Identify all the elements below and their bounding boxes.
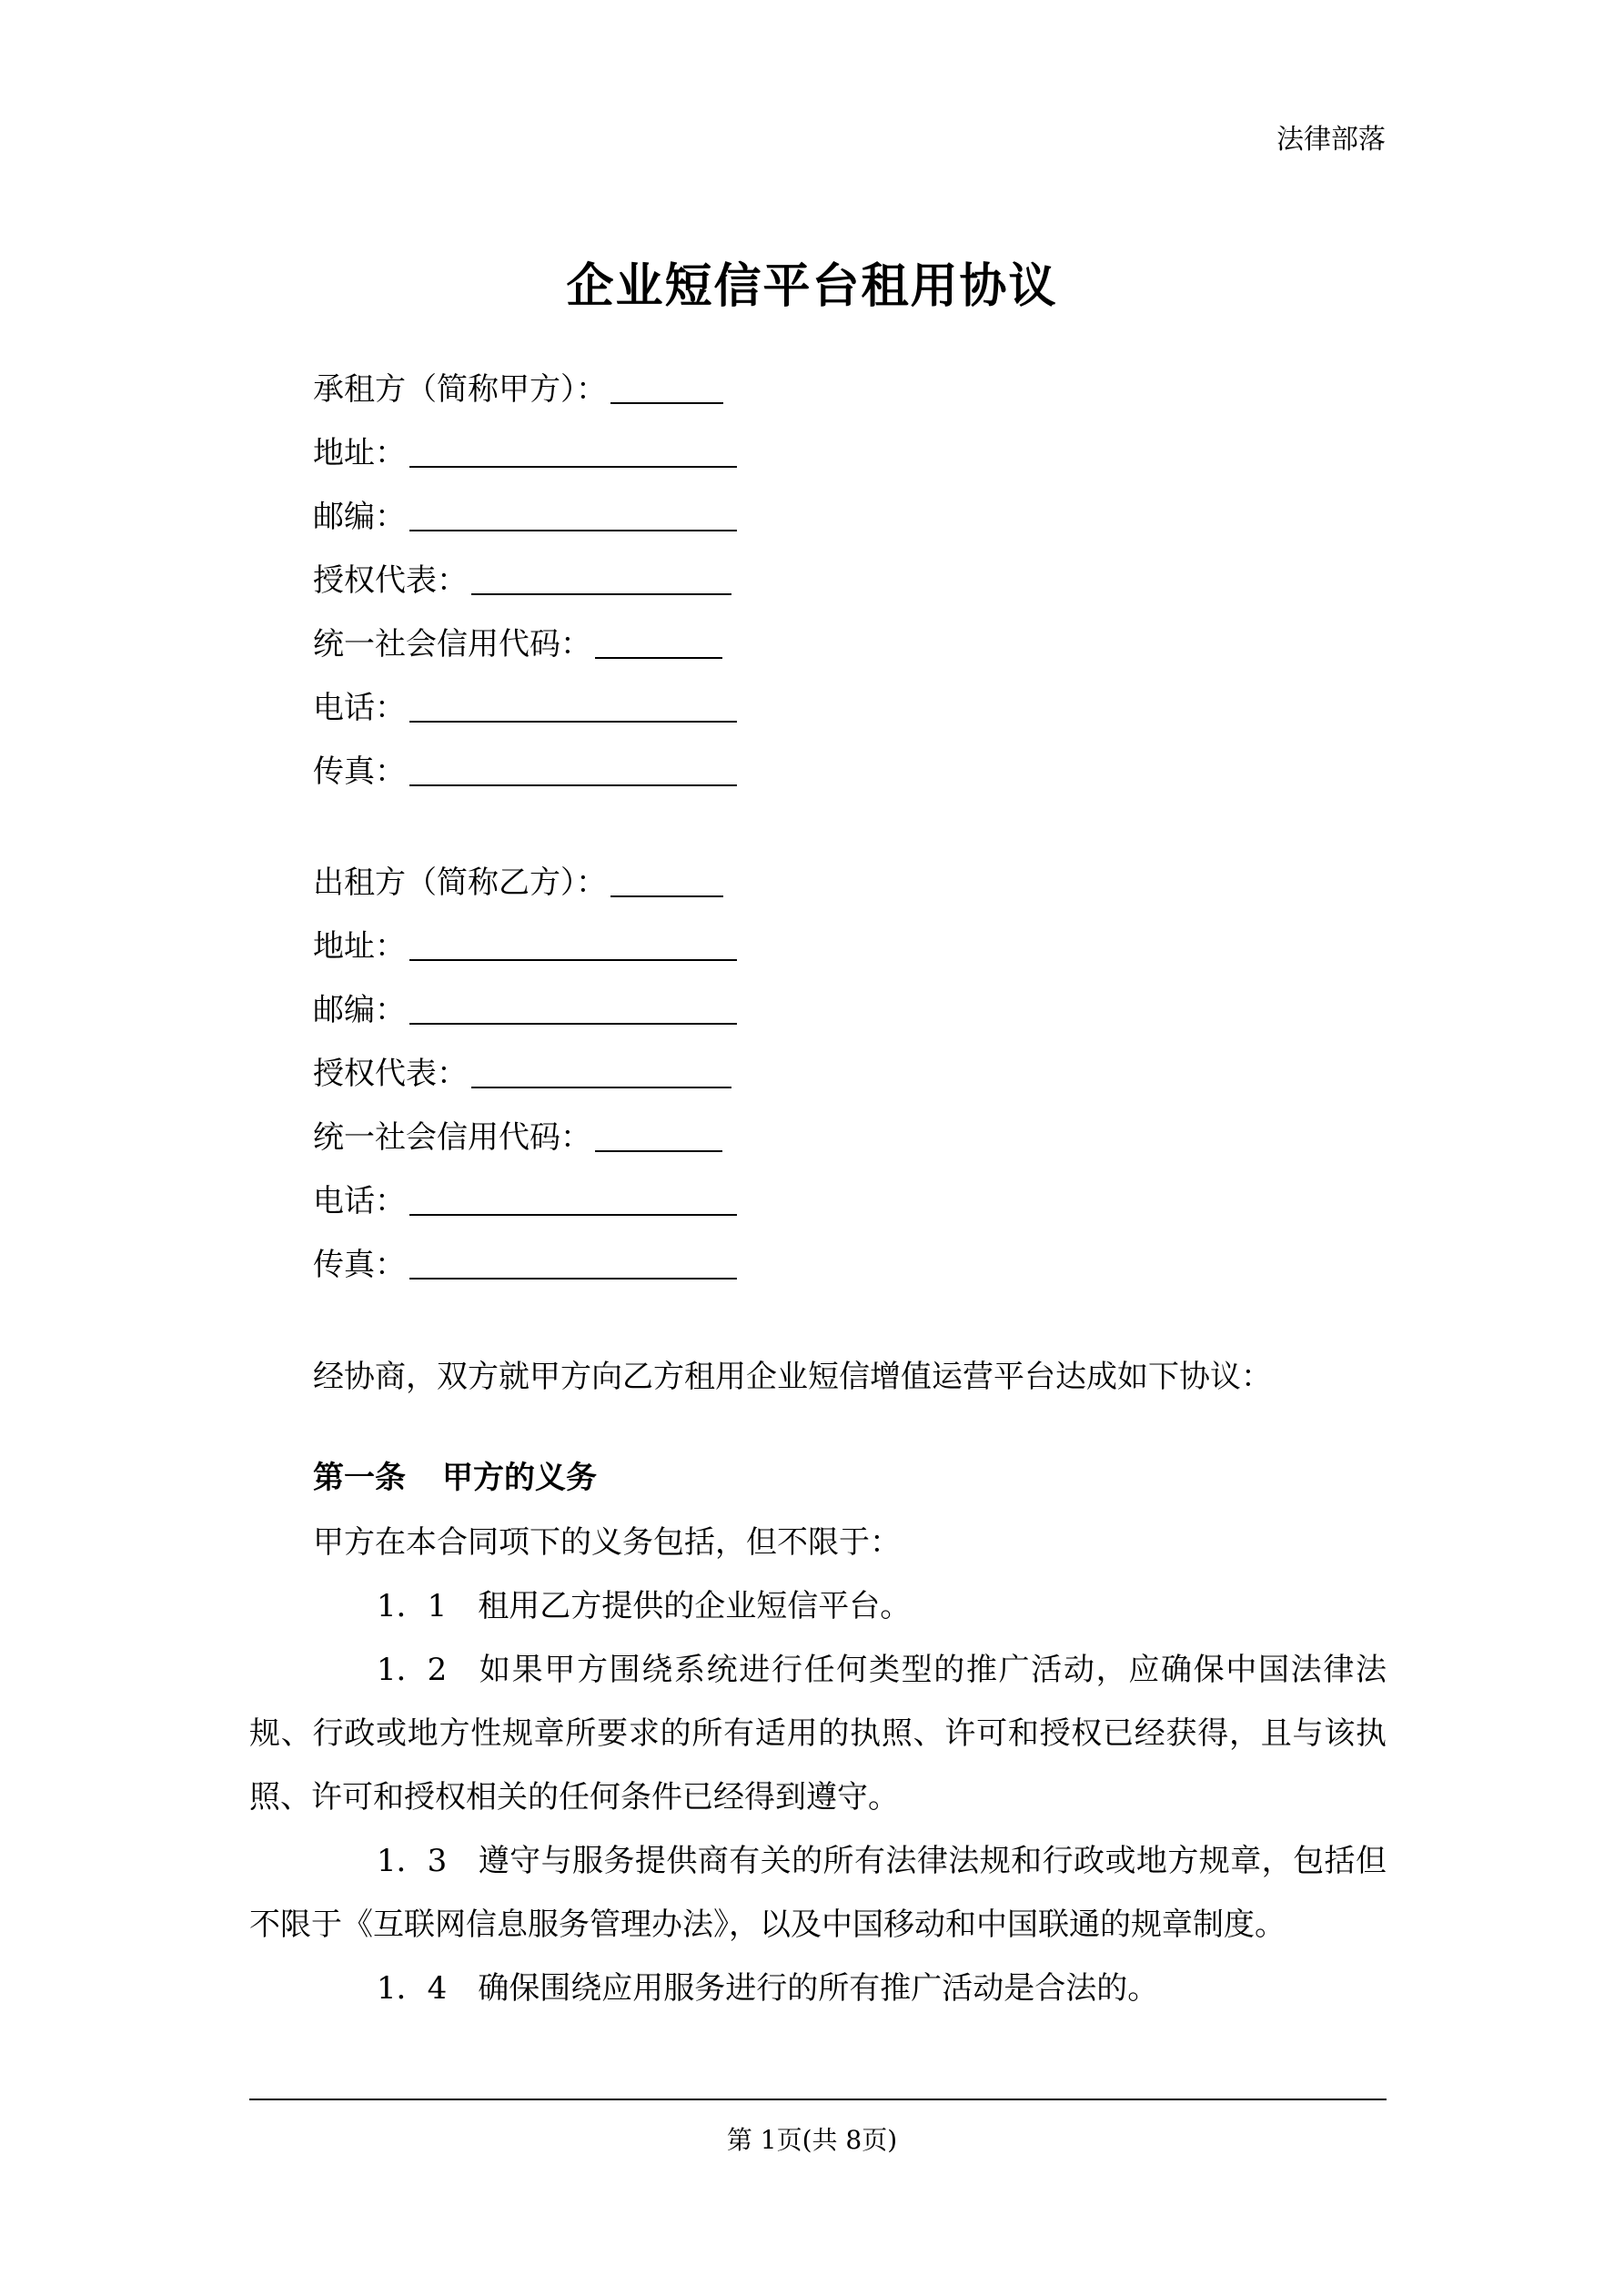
article-lead: 甲方在本合同项下的义务包括，但不限于： [313, 1524, 901, 1561]
field-label: 电话： [313, 1183, 406, 1219]
blank-line[interactable] [409, 1214, 737, 1216]
intro-paragraph: 经协商，双方就甲方向乙方租用企业短信增值运营平台达成如下协议： [313, 1359, 1272, 1395]
party-a-representative-field [313, 559, 731, 602]
party-b-phone-field [313, 1179, 737, 1223]
article-heading [313, 1456, 597, 1500]
field-label: 统一社会信用代码： [313, 1119, 591, 1156]
article-number: 第一条 [313, 1460, 406, 1496]
clause-number: 1．1 [377, 1588, 448, 1624]
field-label: 出租方（简称乙方）： [313, 865, 607, 901]
party-b-fax-field [313, 1243, 737, 1287]
party-b-lessor-field [313, 861, 723, 905]
footer-divider [249, 2099, 1387, 2100]
clause-number: 1．4 [377, 1970, 448, 2007]
party-a-lessee-field [313, 368, 723, 411]
blank-line[interactable] [471, 1087, 731, 1088]
clause-item [249, 1574, 1387, 1638]
blank-line[interactable] [595, 657, 722, 659]
clause-number: 1．2 [377, 1652, 448, 1688]
blank-line[interactable] [409, 959, 737, 961]
blank-line[interactable] [409, 1023, 737, 1025]
party-b-representative-field [313, 1052, 731, 1096]
party-a-fax-field [313, 750, 737, 794]
clause-text: 租用乙方提供的企业短信平台。 [478, 1588, 912, 1624]
field-label: 邮编： [313, 499, 406, 535]
field-label: 承租方（简称甲方）： [313, 371, 607, 408]
article-title: 甲方的义务 [442, 1460, 597, 1496]
blank-line[interactable] [409, 784, 737, 786]
page-number: 第 1页(共 8页) [726, 2125, 898, 2155]
blank-line[interactable] [610, 895, 723, 897]
field-label: 授权代表： [313, 562, 468, 599]
field-label: 传真： [313, 754, 406, 790]
party-b-credit-code-field [313, 1116, 722, 1159]
field-label: 地址： [313, 435, 406, 471]
blank-line[interactable] [409, 1278, 737, 1279]
clause-item [249, 1638, 1387, 1829]
blank-line[interactable] [409, 530, 737, 531]
party-a-postcode-field [313, 495, 737, 539]
blank-line[interactable] [610, 402, 723, 404]
document-title: 企业短信平台租用协议 [566, 258, 1058, 314]
party-b-postcode-field [313, 988, 737, 1032]
party-a-credit-code-field [313, 622, 722, 666]
party-b-address-field [313, 925, 737, 968]
clause-item [249, 1957, 1387, 2020]
blank-line[interactable] [409, 466, 737, 468]
clause-number: 1．3 [377, 1843, 448, 1879]
field-label: 电话： [313, 690, 406, 726]
field-label: 统一社会信用代码： [313, 626, 591, 663]
clause-text: 如果甲方围绕系统进行任何类型的推广活动，应确保中国法律法规、行政或地方性规章所要求的所有适用的执照、许可和授权已经获得，且与该执照、许可和授权相关的任何条件已经得到遵守。 [249, 1652, 1387, 1816]
field-label: 地址： [313, 928, 406, 965]
clause-item [249, 1829, 1387, 1957]
party-a-address-field [313, 431, 737, 475]
clause-text: 遵守与服务提供商有关的所有法律法规和行政或地方规章，包括但不限于《互联网信息服务管理办法》，以及中国移动和中国联通的规章制度。 [249, 1843, 1387, 1943]
blank-line[interactable] [409, 721, 737, 723]
clause-text: 确保围绕应用服务进行的所有推广活动是合法的。 [478, 1970, 1159, 2007]
header-source: 法律部落 [1276, 124, 1386, 156]
field-label: 传真： [313, 1247, 406, 1283]
field-label: 邮编： [313, 992, 406, 1028]
blank-line[interactable] [471, 593, 731, 595]
party-a-phone-field [313, 686, 737, 730]
field-label: 授权代表： [313, 1056, 468, 1092]
blank-line[interactable] [595, 1150, 722, 1152]
